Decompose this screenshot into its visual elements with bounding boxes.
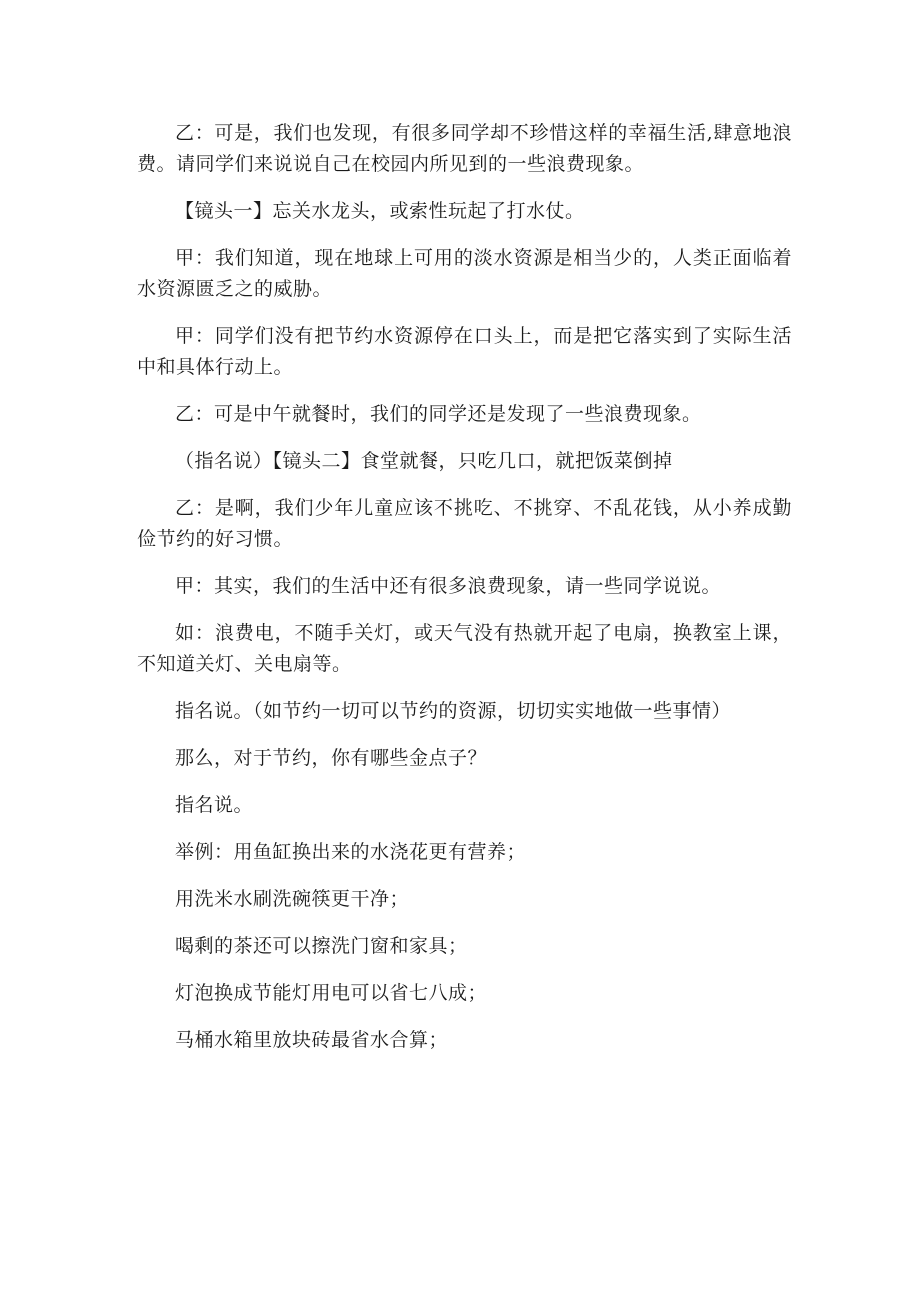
example-line-2: 用洗米水刷洗碗筷更干净； <box>175 888 410 910</box>
paragraph-11: 那么，对于节约，你有哪些金点子？ <box>175 747 488 769</box>
paragraph-4: 甲：同学们没有把节约水资源停在口头上，而是把它落实到了实际生活中和具体行动上。 <box>137 325 792 378</box>
paragraph-5: 乙：可是中午就餐时，我们的同学还是发现了一些浪费现象。 <box>175 403 702 425</box>
paragraph-8: 甲：其实，我们的生活中还有很多浪费现象，请一些同学说说。 <box>175 575 722 597</box>
example-line-1: 举例：用鱼缸换出来的水浇花更有营养； <box>175 841 527 863</box>
example-line-5: 马桶水箱里放块砖最省水合算； <box>175 1029 449 1051</box>
paragraph-9: 如：浪费电，不随手关灯，或天气没有热就开起了电扇，换教室上课，不知道关灯、关电扇等。 <box>137 622 792 675</box>
paragraph-1: 乙：可是，我们也发现，有很多同学却不珍惜这样的幸福生活,肆意地浪费。请同学们来说说自己在校园内所见到的一些浪费现象。 <box>137 122 792 175</box>
paragraph-6: （指名说）【镜头二】食堂就餐，只吃几口，就把饭菜倒掉 <box>175 450 673 472</box>
paragraph-12: 指名说。 <box>175 794 254 816</box>
paragraph-10: 指名说。（如节约一切可以节约的资源，切切实实地做一些事情） <box>175 700 732 722</box>
example-line-3: 喝剩的茶还可以擦洗门窗和家具； <box>175 935 468 957</box>
paragraph-3: 甲：我们知道，现在地球上可用的淡水资源是相当少的，人类正面临着水资源匮乏之的威胁。 <box>137 247 792 300</box>
paragraph-2: 【镜头一】忘关水龙头，或索性玩起了打水仗。 <box>175 200 585 222</box>
document-body <box>137 118 792 1072</box>
example-line-4: 灯泡换成节能灯用电可以省七八成； <box>175 982 488 1004</box>
paragraph-7: 乙：是啊，我们少年儿童应该不挑吃、不挑穿、不乱花钱，从小养成勤俭节约的好习惯。 <box>137 497 792 550</box>
